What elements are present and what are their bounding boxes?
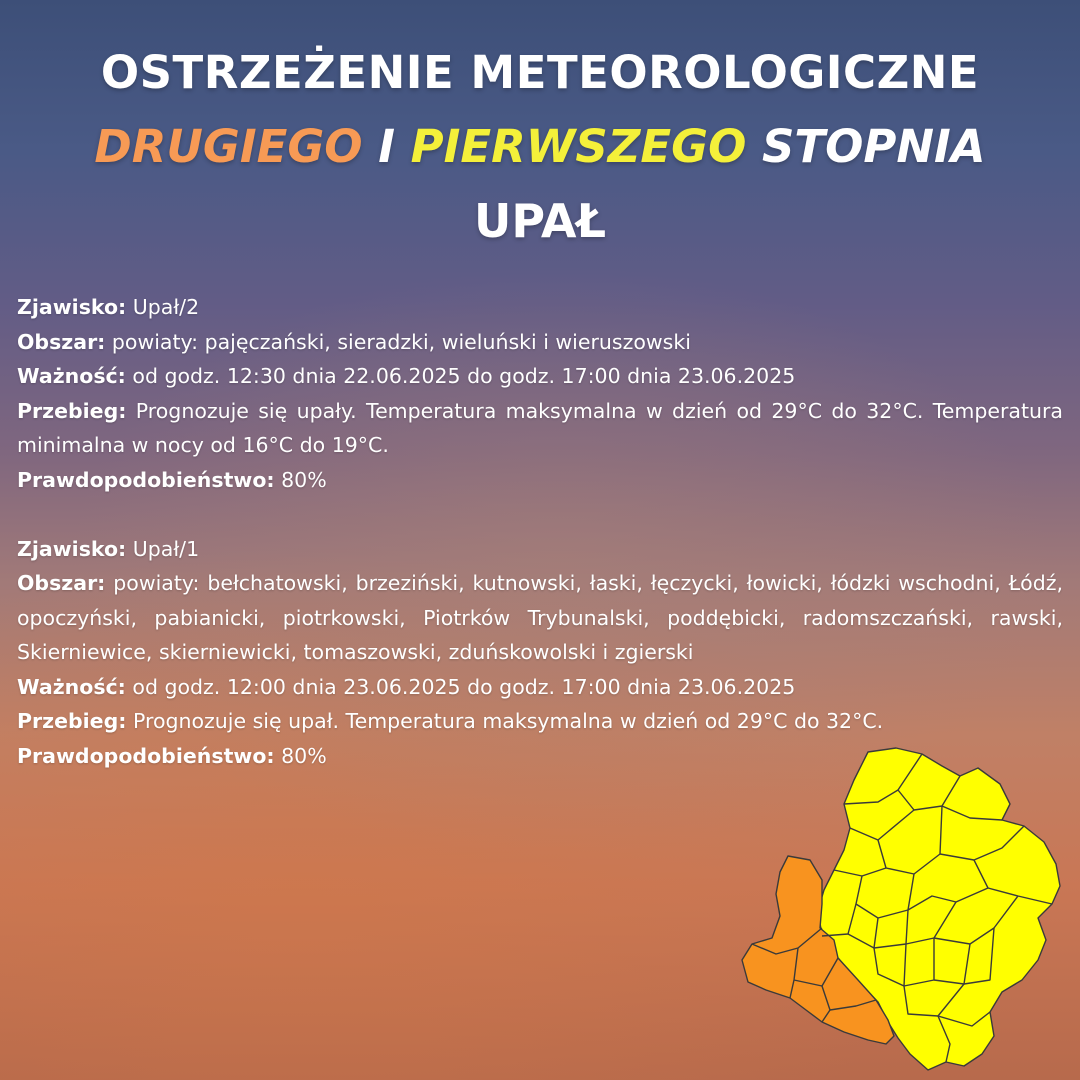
phenomenon-row (17, 290, 1063, 325)
course-label: Przebieg: (17, 709, 127, 733)
course-row (17, 394, 1063, 463)
probability-label: Prawdopodobieństwo: (17, 467, 275, 492)
validity-row (17, 670, 1063, 705)
phenomenon-label: Zjawisko: (17, 295, 127, 319)
course-row (17, 704, 1063, 739)
warning-levels (0, 107, 1080, 187)
validity-value: od godz. 12:30 dnia 22.06.2025 do godz. 17:00 dnia 23.06.2025 (125, 364, 796, 388)
levels-suffix: STOPNIA (746, 120, 986, 173)
section-gap (17, 497, 1063, 532)
phenomenon-row (17, 532, 1063, 567)
area-value: powiaty: bełchatowski, brzeziński, kutnowski, łaski, łęczycki, łowicki, łódzki wschodni, Łódź, opoczyński, pabianicki, piotrkowski, Piotrków Trybunalski, poddębicki, radomszczański, rawski, Skierniewice, skierniewicki, tomaszowski, zduńskowolski i zgierski (17, 571, 1063, 664)
warning-title: OSTRZEŻENIE METEOROLOGICZNE (100, 46, 980, 99)
validity-row (17, 359, 1063, 394)
course-label: Przebieg: (17, 398, 127, 423)
course-value: Prognozuje się upał. Temperatura maksymalna w dzień od 29°C do 32°C. (126, 709, 884, 733)
phenomenon-value: Upał/2 (126, 295, 200, 319)
validity-label: Ważność: (17, 674, 126, 699)
area-value: powiaty: pajęczański, sieradzki, wieluński i wieruszowski (105, 329, 691, 354)
phenomenon-label: Zjawisko: (17, 536, 127, 561)
lodzkie-voivodeship-map (738, 744, 1074, 1074)
probability-label: Prawdopodobieństwo: (17, 743, 275, 768)
area-row (17, 325, 1063, 360)
validity-value: od godz. 12:00 dnia 23.06.2025 do godz. 17:00 dnia 23.06.2025 (125, 674, 796, 699)
course-value: Prognozuje się upały. Temperatura maksymalna w dzień od 29°C do 32°C. Temperatura minimalna w nocy od 16°C do 19°C. (17, 398, 1063, 457)
level-2-label: DRUGIEGO (94, 120, 363, 173)
levels-separator: I (362, 120, 411, 173)
probability-value: 80% (274, 743, 327, 768)
level-1-label: PIERWSZEGO (410, 120, 747, 173)
validity-label: Ważność: (17, 364, 126, 388)
area-label: Obszar: (17, 571, 106, 595)
area-row (17, 566, 1063, 670)
phenomenon-value: Upał/1 (126, 536, 200, 561)
area-label: Obszar: (17, 329, 106, 354)
probability-row (17, 463, 1063, 498)
probability-value: 80% (274, 467, 327, 492)
warning-details (17, 290, 1063, 773)
warning-phenomenon-title: UPAŁ (474, 194, 606, 248)
